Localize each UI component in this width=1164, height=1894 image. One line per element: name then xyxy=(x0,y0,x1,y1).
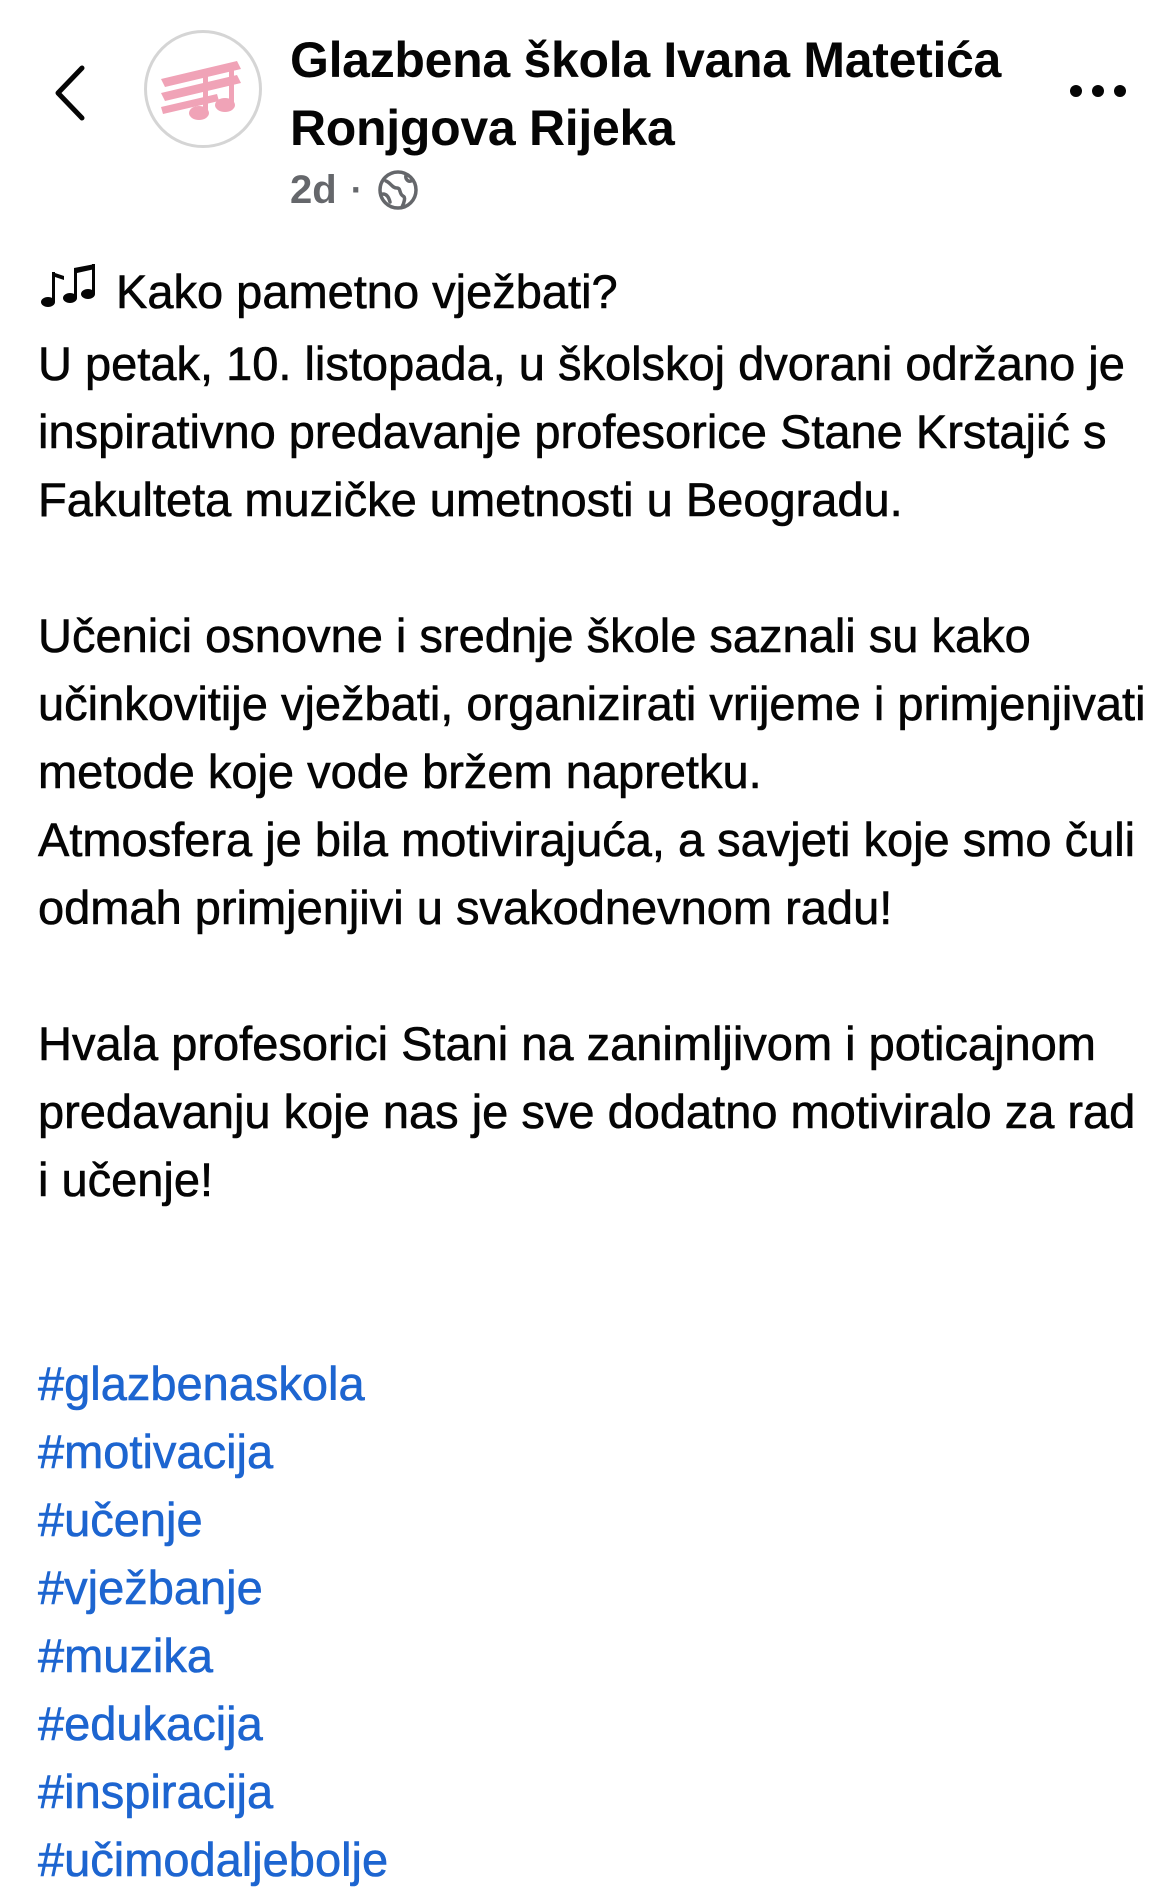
post-title: Kako pametno vježbati? xyxy=(116,265,618,318)
page-name[interactable]: Glazbena škola Ivana Matetića Ronjgova Rijeka xyxy=(290,32,1002,156)
hashtag-link[interactable]: #učimodaljebolje xyxy=(38,1833,389,1886)
hashtag-link[interactable]: #edukacija xyxy=(38,1697,263,1750)
post-header xyxy=(0,0,1164,230)
hashtag-link[interactable]: #učenje xyxy=(38,1493,203,1546)
page-avatar[interactable] xyxy=(144,30,262,148)
paragraph-spacer xyxy=(38,1214,1148,1282)
post-paragraph-1: U petak, 10. listopada, u školskoj dvorani održano je inspirativno predavanje profesorice Stane Krstajić s Fakulteta muzičke umetnosti u Beogradu. xyxy=(38,337,1125,526)
musical-notes-icon xyxy=(38,262,102,330)
globe-icon xyxy=(377,169,419,211)
paragraph-spacer xyxy=(38,534,1148,602)
music-notes-logo xyxy=(147,33,259,145)
post-paragraph-4: Hvala profesorici Stani na zanimljivom i poticajnom predavanju koje nas je sve dodatno motiviralo za rad i učenje! xyxy=(38,1017,1136,1206)
more-dots-icon xyxy=(1068,84,1128,98)
back-button[interactable] xyxy=(40,58,100,128)
hashtag-link[interactable]: #inspiracija xyxy=(38,1765,274,1818)
meta-separator: · xyxy=(350,169,363,210)
post-body xyxy=(38,258,1148,1894)
post-title-line xyxy=(38,258,1148,330)
hashtag-list xyxy=(38,1282,1148,1894)
post-paragraph-2: Učenici osnovne i srednje škole saznali su kako učinkovitije vježbati, organizirati vrijeme i primjenjivati metode koje vode bržem napretku. xyxy=(38,609,1146,798)
post-time[interactable]: 2d xyxy=(290,167,337,212)
hashtag-link[interactable]: #motivacija xyxy=(38,1425,274,1478)
hashtag-link[interactable]: #muzika xyxy=(38,1629,214,1682)
hashtag-link[interactable]: #glazbenaskola xyxy=(38,1357,365,1410)
post-paragraph-3: Atmosfera je bila motivirajuća, a savjeti koje smo čuli odmah primjenjivi u svakodnevnom radu! xyxy=(38,813,1136,934)
more-options-button[interactable] xyxy=(1056,66,1140,116)
chevron-left-icon xyxy=(52,64,88,122)
hashtag-link[interactable]: #vježbanje xyxy=(38,1561,263,1614)
paragraph-spacer xyxy=(38,942,1148,1010)
post-meta xyxy=(290,164,419,216)
